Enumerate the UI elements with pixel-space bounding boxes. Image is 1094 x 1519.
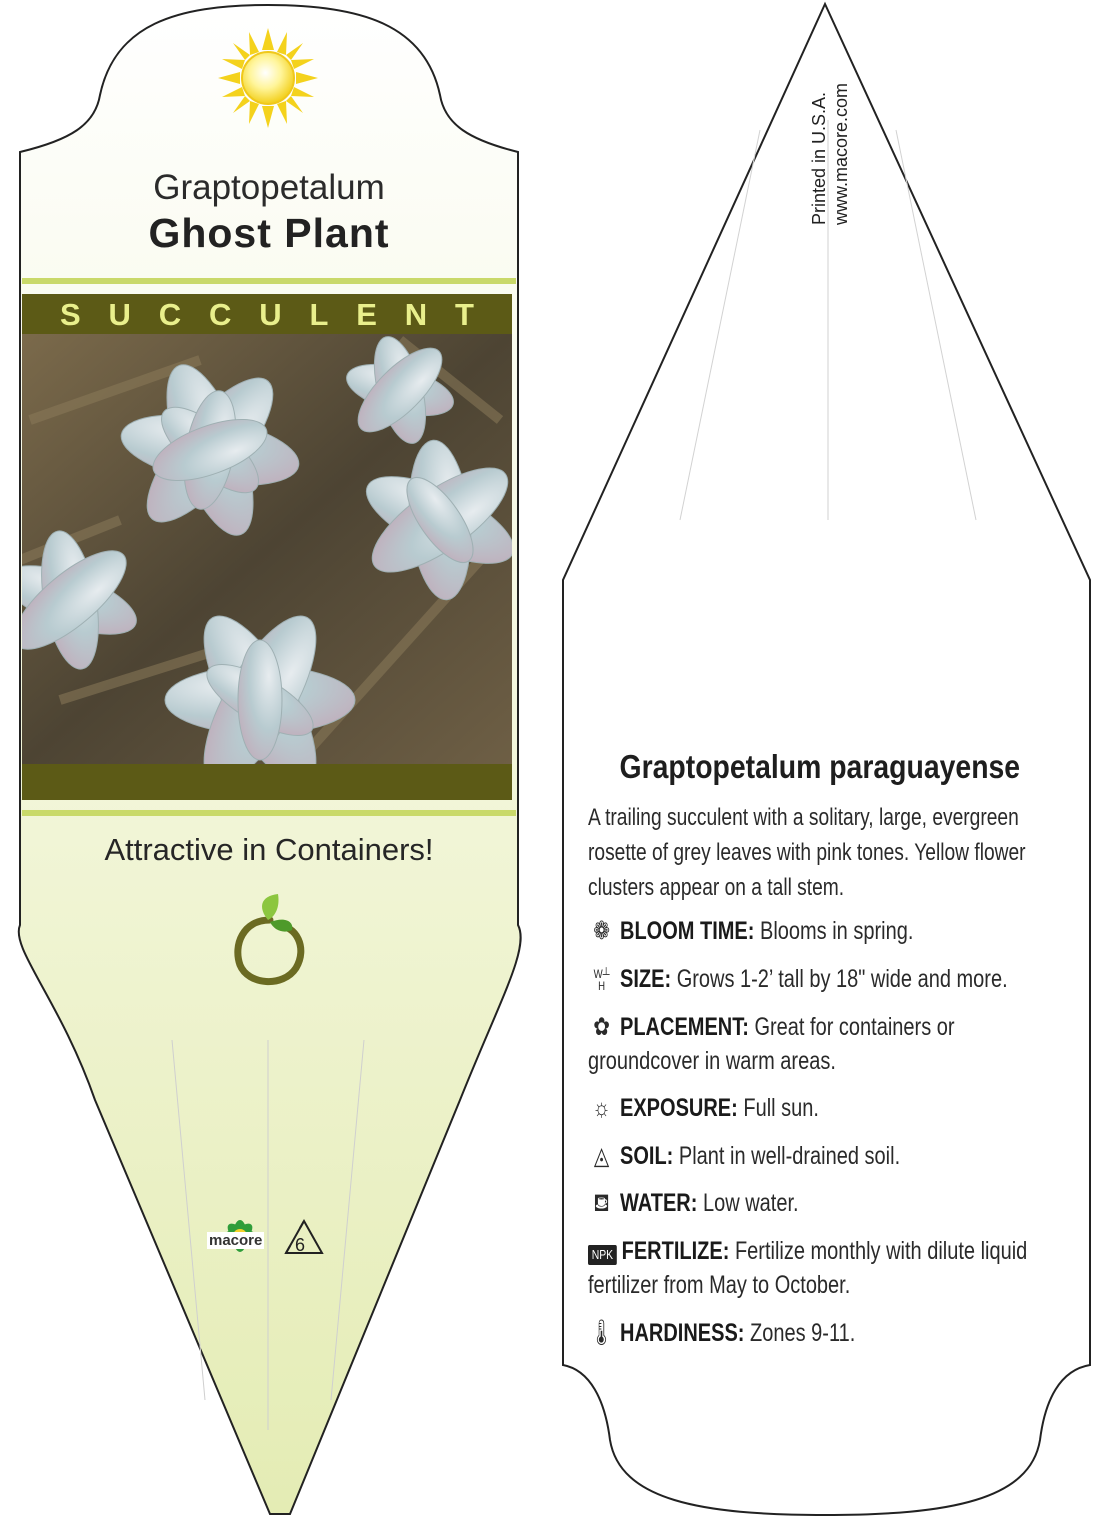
plant-description: A trailing succulent with a solitary, large, evergreen rosette of grey leaves with pink tones. Yellow flower clusters appear on a tall stem. bbox=[588, 804, 1026, 901]
attribute-size bbox=[588, 962, 1068, 996]
category-letter: C bbox=[209, 297, 232, 332]
attribute-placement bbox=[588, 1010, 1068, 1078]
attribute-label: HARDINESS: bbox=[620, 1319, 745, 1347]
sun-icon bbox=[218, 28, 318, 128]
attribute-value: Low water. bbox=[702, 1189, 799, 1217]
recycle-code: 6 bbox=[295, 1235, 306, 1255]
attribute-label: BLOOM TIME: bbox=[620, 917, 755, 945]
thermometer-icon: 🌡 bbox=[588, 1319, 615, 1347]
category-letter: E bbox=[356, 297, 377, 332]
attribute-value: Great for containers or groundcover in warm areas. bbox=[588, 1013, 955, 1075]
attribute-value: Fertilize monthly with dilute liquid fertilizer from May to October. bbox=[588, 1237, 1028, 1299]
sun-exposure-icon: ☼ bbox=[592, 1094, 611, 1122]
attribute-fertilize bbox=[588, 1234, 1068, 1302]
common-name: Ghost Plant bbox=[148, 210, 390, 256]
attribute-hardiness bbox=[588, 1316, 1068, 1350]
size-icon: W┴ H bbox=[593, 967, 610, 994]
category-letter: U bbox=[108, 297, 131, 332]
attribute-soil bbox=[588, 1139, 1068, 1173]
flower-icon: ❁ bbox=[593, 917, 610, 945]
brand-name: macore bbox=[209, 1232, 263, 1249]
category-letter: L bbox=[309, 297, 329, 332]
print-note bbox=[808, 83, 852, 225]
category-letter: C bbox=[158, 297, 182, 332]
attribute-water bbox=[588, 1186, 1068, 1220]
leaf-swirl-icon bbox=[228, 890, 308, 990]
attribute-label: SIZE: bbox=[620, 965, 672, 993]
npk-icon: NPK bbox=[588, 1245, 617, 1265]
attribute-label: EXPOSURE: bbox=[620, 1094, 738, 1122]
attribute-label: WATER: bbox=[620, 1189, 698, 1217]
tagline: Attractive in Containers! bbox=[104, 832, 434, 867]
watering-can-icon: ⛾ bbox=[593, 1189, 610, 1217]
printed-in: Printed in U.S.A. bbox=[809, 91, 829, 225]
attribute-label: PLACEMENT: bbox=[620, 1013, 749, 1041]
category-letter: T bbox=[455, 297, 474, 332]
attribute-value: Zones 9-11. bbox=[750, 1319, 856, 1347]
soil-icon: ◬ bbox=[593, 1142, 610, 1170]
attribute-label: SOIL: bbox=[620, 1142, 674, 1170]
attribute-bloom-time bbox=[588, 914, 1068, 948]
category-label bbox=[22, 294, 512, 336]
attribute-value: Plant in well-drained soil. bbox=[678, 1142, 901, 1170]
attribute-value: Full sun. bbox=[743, 1094, 819, 1122]
category-letter: N bbox=[404, 297, 428, 332]
genus-name: Graptopetalum bbox=[153, 168, 385, 207]
placement-icon: ✿ bbox=[593, 1013, 610, 1041]
category-letter: S bbox=[60, 297, 81, 332]
category-letter: U bbox=[259, 297, 282, 332]
botanical-name: Graptopetalum paraguayense bbox=[619, 748, 1021, 785]
plant-photo bbox=[0, 331, 525, 799]
attribute-value: Grows 1-2’ tall by 18" wide and more. bbox=[676, 965, 1008, 993]
attribute-value: Blooms in spring. bbox=[759, 917, 914, 945]
website: www.macore.com bbox=[831, 82, 851, 225]
attribute-exposure bbox=[588, 1091, 1068, 1125]
attribute-label: FERTILIZE: bbox=[621, 1237, 730, 1265]
